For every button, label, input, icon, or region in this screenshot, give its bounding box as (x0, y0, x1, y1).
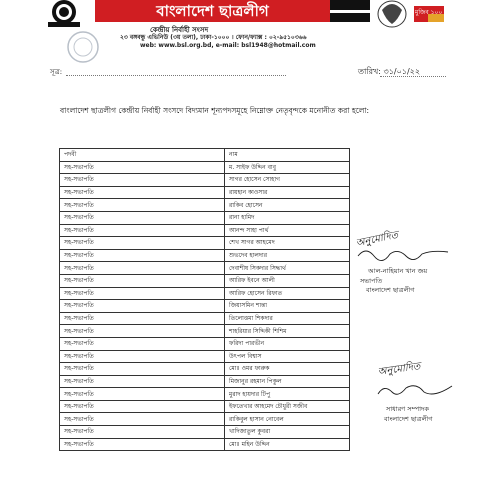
president-approval-note: অনুমোদিত (355, 229, 400, 250)
position-cell: সহ-সভাপতি (60, 438, 225, 451)
position-cell: সহ-সভাপতি (60, 287, 225, 300)
name-cell: ম. সাইফ উদ্দিন বাবু (225, 161, 350, 174)
table-row (60, 300, 350, 313)
reference-label: সূত্র: (50, 68, 63, 76)
table-row (60, 350, 350, 363)
position-cell: সহ-সভাপতি (60, 312, 225, 325)
position-cell: সহ-সভাপতি (60, 174, 225, 187)
organization-logo-icon (44, 0, 84, 28)
mujib-100-emblem-icon (368, 0, 448, 30)
table-row (60, 388, 350, 401)
position-cell: সহ-সভাপতি (60, 413, 225, 426)
position-cell: সহ-সভাপতি (60, 350, 225, 363)
position-cell: সহ-সভাপতি (60, 237, 225, 250)
table-row (60, 375, 350, 388)
president-signature-block (355, 229, 456, 302)
name-cell: শাহরিয়ার সিদ্দিকী শিশিম (225, 325, 350, 338)
organization-web-email: web: www.bsl.org.bd, e-mail: bsl1948@hotmail.com (140, 42, 316, 49)
table-row (60, 199, 350, 212)
position-cell: সহ-সভাপতি (60, 375, 225, 388)
header-position: পদবী (60, 149, 225, 162)
name-cell: শেখ সাগর আহমেদ (225, 237, 350, 250)
nominees-table (59, 148, 350, 451)
name-cell: আরিফ ইবনে আলী (225, 274, 350, 287)
letterhead-stripe (330, 10, 370, 13)
secretary-signature-icon (376, 380, 456, 400)
name-cell: খাদিজাতুল কুবরা (225, 426, 350, 439)
position-cell: সহ-সভাপতি (60, 274, 225, 287)
position-cell: সহ-সভাপতি (60, 337, 225, 350)
position-cell: সহ-সভাপতি (60, 161, 225, 174)
position-cell: সহ-সভাপতি (60, 199, 225, 212)
secretary-org: বাংলাদেশ ছাত্রলীগ (384, 415, 433, 423)
table-row (60, 325, 350, 338)
position-cell: সহ-সভাপতি (60, 224, 225, 237)
name-cell: উৎপল বিশ্বাস (225, 350, 350, 363)
table-header-row (60, 149, 350, 162)
date-label: তারিখ: ৩১/০১/২২ (358, 67, 421, 76)
position-cell: সহ-সভাপতি (60, 400, 225, 413)
name-cell: দেবাশীষ সিকদার সিদ্ধার্থ (225, 262, 350, 275)
organization-address: ২৩ বঙ্গবন্ধু এভিনিউ (৩য় তলা), ঢাকা-১০০০ । ফোন/ফ্যাক্স : ০২-৯৫১০৩৬৬ (120, 34, 307, 41)
letterhead (0, 0, 480, 62)
secretary-approval-note: অনুমোদিত (377, 361, 422, 378)
position-cell: সহ-সভাপতি (60, 426, 225, 439)
president-signature-icon (356, 244, 451, 262)
table-row (60, 400, 350, 413)
table-row (60, 186, 350, 199)
reference-line (66, 75, 286, 76)
intro-paragraph: বাংলাদেশ ছাত্রলীগ কেন্দ্রীয় নির্বাহী সংসদে বিদ্যমান শূন্যপদসমূহে নিম্নোক্ত নেতৃবৃন্দকে মনোনীত করা হলো: (60, 106, 370, 115)
name-cell: ফরিদা পারভীন (225, 337, 350, 350)
name-cell: মিজানুর রহমান পিকুল (225, 375, 350, 388)
mujib-badge-text: মুজিব ১০০ (415, 9, 443, 16)
table-row (60, 287, 350, 300)
name-cell: রাকিব হোসেন (225, 199, 350, 212)
table-row (60, 161, 350, 174)
table-row (60, 426, 350, 439)
date-line (380, 76, 446, 77)
position-cell: সহ-সভাপতি (60, 325, 225, 338)
name-cell: আরিফ হোসেন রিফাত (225, 287, 350, 300)
official-seal-icon (66, 30, 100, 64)
table-row (60, 438, 350, 451)
position-cell: সহ-সভাপতি (60, 211, 225, 224)
position-cell: সহ-সভাপতি (60, 388, 225, 401)
letterhead-banner (95, 0, 330, 22)
table-row (60, 211, 350, 224)
name-cell: আনন্দ সাহা পার্থ (225, 224, 350, 237)
name-cell: শুভদেব হালদার (225, 249, 350, 262)
name-cell: মোঃ ওমর ফারুক (225, 363, 350, 376)
header-name: নাম (225, 149, 350, 162)
president-name: আল-নাহিয়ান খান জয় (368, 267, 428, 275)
name-cell: রানা হামিদ (225, 211, 350, 224)
name-cell: তিলোত্তমা শিকদার (225, 312, 350, 325)
organization-title: বাংলাদেশ ছাত্রলীগ (156, 2, 269, 20)
table-row (60, 337, 350, 350)
secretary-signature-block (370, 362, 470, 442)
table-row (60, 237, 350, 250)
table-row (60, 363, 350, 376)
table-body (60, 161, 350, 451)
position-cell: সহ-সভাপতি (60, 186, 225, 199)
name-cell: রাকিবুল হাসান নোবেল (225, 413, 350, 426)
name-cell: সাগর হোসেন সোহাগ (225, 174, 350, 187)
organization-subtitle: কেন্দ্রীয় নির্বাহী সংসদ (150, 26, 209, 34)
table-row (60, 249, 350, 262)
table-row (60, 262, 350, 275)
name-cell: মোঃ মহিন উদ্দিন (225, 438, 350, 451)
name-cell: জিয়াসমিন শান্তা (225, 300, 350, 313)
president-org: বাংলাদেশ ছাত্রলীগ (366, 286, 415, 294)
position-cell: সহ-সভাপতি (60, 262, 225, 275)
table-row (60, 224, 350, 237)
table-row (60, 413, 350, 426)
president-title: সভাপতি (360, 277, 383, 285)
name-cell: মুরাদ হায়দার টিপু (225, 388, 350, 401)
table-row (60, 274, 350, 287)
name-cell: রায়হান কাওসার (225, 186, 350, 199)
name-cell: ইফতেখার আহমেদ চৌধুরী সজীব (225, 400, 350, 413)
position-cell: সহ-সভাপতি (60, 300, 225, 313)
table-row (60, 174, 350, 187)
position-cell: সহ-সভাপতি (60, 363, 225, 376)
secretary-title: সাধারণ সম্পাদক (386, 405, 429, 413)
position-cell: সহ-সভাপতি (60, 249, 225, 262)
table-row (60, 312, 350, 325)
